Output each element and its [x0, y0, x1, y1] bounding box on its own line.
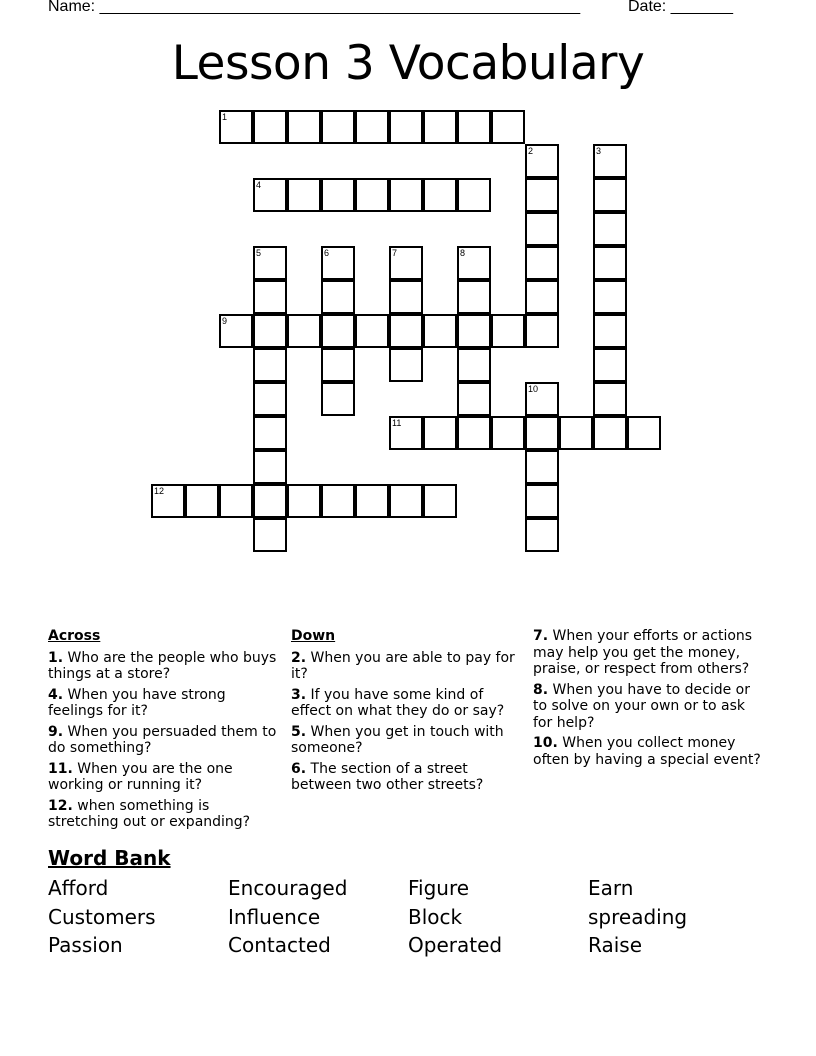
crossword-cell[interactable] [491, 416, 525, 450]
down-clue: 5. When you get in touch with someone? [291, 723, 504, 756]
crossword-cell[interactable] [355, 178, 389, 212]
word-bank-column [408, 874, 588, 960]
across-heading: Across [48, 628, 101, 644]
crossword-cell[interactable] [321, 110, 355, 144]
crossword-cell[interactable] [219, 314, 253, 348]
crossword-cell[interactable] [185, 484, 219, 518]
crossword-cell[interactable] [253, 518, 287, 552]
crossword-cell[interactable] [253, 178, 287, 212]
crossword-cell[interactable] [219, 484, 253, 518]
crossword-cell[interactable] [525, 484, 559, 518]
crossword-cell[interactable] [355, 314, 389, 348]
crossword-cell[interactable] [525, 246, 559, 280]
crossword-cell[interactable] [525, 416, 559, 450]
word-bank-word: spreading [588, 904, 688, 929]
crossword-cell[interactable] [253, 314, 287, 348]
crossword-cell[interactable] [389, 178, 423, 212]
word-bank-word: Block [408, 904, 463, 929]
crossword-cell[interactable] [525, 314, 559, 348]
crossword-cell[interactable] [491, 110, 525, 144]
down-clue: 10. When you collect money often by having a special event? [533, 735, 761, 768]
clue-number: 10 [528, 384, 539, 394]
crossword-cell[interactable] [287, 110, 321, 144]
crossword-cell[interactable] [457, 178, 491, 212]
crossword-cell[interactable] [389, 348, 423, 382]
clue-number: 4 [256, 180, 262, 190]
clue-number: 11 [392, 418, 402, 428]
crossword-cell[interactable] [423, 110, 457, 144]
crossword-cell[interactable] [525, 382, 559, 416]
across-clue: 9. When you persuaded them to do something? [48, 723, 277, 756]
crossword-cell[interactable] [423, 416, 457, 450]
across-clue: 4. When you have strong feelings for it? [48, 686, 226, 719]
crossword-cell[interactable] [593, 144, 627, 178]
crossword-cell[interactable] [321, 382, 355, 416]
crossword-cell[interactable] [355, 484, 389, 518]
across-clue: 11. When you are the one working or running it? [48, 760, 233, 793]
crossword-cell[interactable] [525, 518, 559, 552]
word-bank-word: Raise [588, 933, 642, 957]
crossword-cell[interactable] [423, 314, 457, 348]
down-clue: 6. The section of a street between two other streets? [291, 760, 484, 793]
crossword-cell[interactable] [389, 110, 423, 144]
word-bank-word: Encouraged [228, 876, 348, 900]
crossword-cell[interactable] [321, 178, 355, 212]
crossword-cell[interactable] [253, 416, 287, 450]
name-field[interactable]: Name: ______________________________________________________ [48, 0, 581, 15]
clue-number: 9 [222, 316, 228, 326]
crossword-cell[interactable] [389, 246, 423, 280]
word-bank-word: Passion [48, 933, 123, 957]
page-title: Lesson 3 Vocabulary [171, 36, 645, 91]
crossword-cell[interactable] [321, 348, 355, 382]
clue-number: 6 [324, 248, 330, 258]
crossword-cell[interactable] [593, 416, 627, 450]
crossword-cell[interactable] [559, 416, 593, 450]
crossword-cell[interactable] [593, 382, 627, 416]
crossword-cell[interactable] [287, 178, 321, 212]
crossword-cell[interactable] [525, 280, 559, 314]
down-clue: 2. When you are able to pay for it? [291, 649, 515, 682]
word-bank-column [48, 874, 228, 960]
crossword-cell[interactable] [525, 212, 559, 246]
crossword-cell[interactable] [321, 280, 355, 314]
crossword-cell[interactable] [253, 450, 287, 484]
crossword-cell[interactable] [253, 484, 287, 518]
crossword-cell[interactable] [321, 246, 355, 280]
down-clue: 3. If you have some kind of effect on what they do or say? [291, 686, 505, 719]
clue-number: 8 [460, 248, 466, 258]
date-field[interactable]: Date: _______ [628, 0, 733, 15]
crossword-cell[interactable] [321, 314, 355, 348]
crossword-cell[interactable] [389, 314, 423, 348]
down-clue: 8. When you have to decide or to solve on your own or to ask for help? [533, 681, 751, 731]
crossword-cell[interactable] [355, 110, 389, 144]
crossword-cell[interactable] [253, 348, 287, 382]
clue-number: 7 [392, 248, 398, 258]
crossword-cell[interactable] [253, 246, 287, 280]
clue-number: 3 [596, 146, 602, 156]
word-bank-column [588, 874, 768, 960]
crossword-cell[interactable] [593, 314, 627, 348]
crossword-cell[interactable] [593, 348, 627, 382]
crossword-cell[interactable] [253, 110, 287, 144]
word-bank-word: Contacted [228, 933, 331, 957]
crossword-cell[interactable] [321, 484, 355, 518]
crossword-cell[interactable] [287, 314, 321, 348]
crossword-cell[interactable] [253, 280, 287, 314]
crossword-cell[interactable] [219, 110, 253, 144]
crossword-cell[interactable] [457, 280, 491, 314]
crossword-cell[interactable] [525, 178, 559, 212]
crossword-cell[interactable] [457, 246, 491, 280]
crossword-cell[interactable] [423, 484, 457, 518]
crossword-cell[interactable] [457, 314, 491, 348]
word-bank-word: Figure [408, 876, 470, 900]
crossword-cell[interactable] [457, 416, 491, 450]
crossword-cell[interactable] [389, 484, 423, 518]
clue-number: 1 [222, 112, 228, 122]
crossword-cell[interactable] [457, 382, 491, 416]
crossword-cell[interactable] [593, 280, 627, 314]
down-clues-continued [533, 628, 768, 772]
crossword-cell[interactable] [389, 416, 423, 450]
crossword-cell[interactable] [627, 416, 661, 450]
clue-number: 12 [154, 486, 165, 496]
clue-number: 5 [256, 248, 262, 258]
across-clues [48, 628, 283, 835]
down-clue: 7. When your efforts or actions may help you get the money, praise, or respect from others? [533, 628, 753, 677]
crossword-cell[interactable] [287, 484, 321, 518]
crossword-cell[interactable] [593, 246, 627, 280]
crossword-cell[interactable] [457, 110, 491, 144]
crossword-cell[interactable] [525, 144, 559, 178]
word-bank-word: Influence [228, 904, 321, 929]
crossword-cell[interactable] [593, 178, 627, 212]
clue-number: 2 [528, 146, 534, 156]
word-bank-word: Operated [408, 933, 503, 957]
crossword-cell[interactable] [457, 348, 491, 382]
word-bank-word: Afford [48, 876, 109, 900]
across-clue: 1. Who are the people who buys things at a store? [48, 649, 277, 682]
word-bank-column [228, 874, 408, 960]
crossword-cell[interactable] [525, 450, 559, 484]
crossword-cell[interactable] [491, 314, 525, 348]
crossword-cell[interactable] [593, 212, 627, 246]
word-bank-word: Earn [588, 876, 634, 900]
down-clues [291, 628, 526, 798]
word-bank-word: Customers [48, 904, 156, 929]
crossword-cell[interactable] [253, 382, 287, 416]
across-clue: 12. when something is stretching out or expanding? [48, 797, 251, 830]
crossword-cell[interactable] [423, 178, 457, 212]
down-heading: Down [291, 628, 336, 644]
crossword-cell[interactable] [151, 484, 185, 518]
crossword-cell[interactable] [389, 280, 423, 314]
word-bank-title: Word Bank [48, 846, 171, 870]
